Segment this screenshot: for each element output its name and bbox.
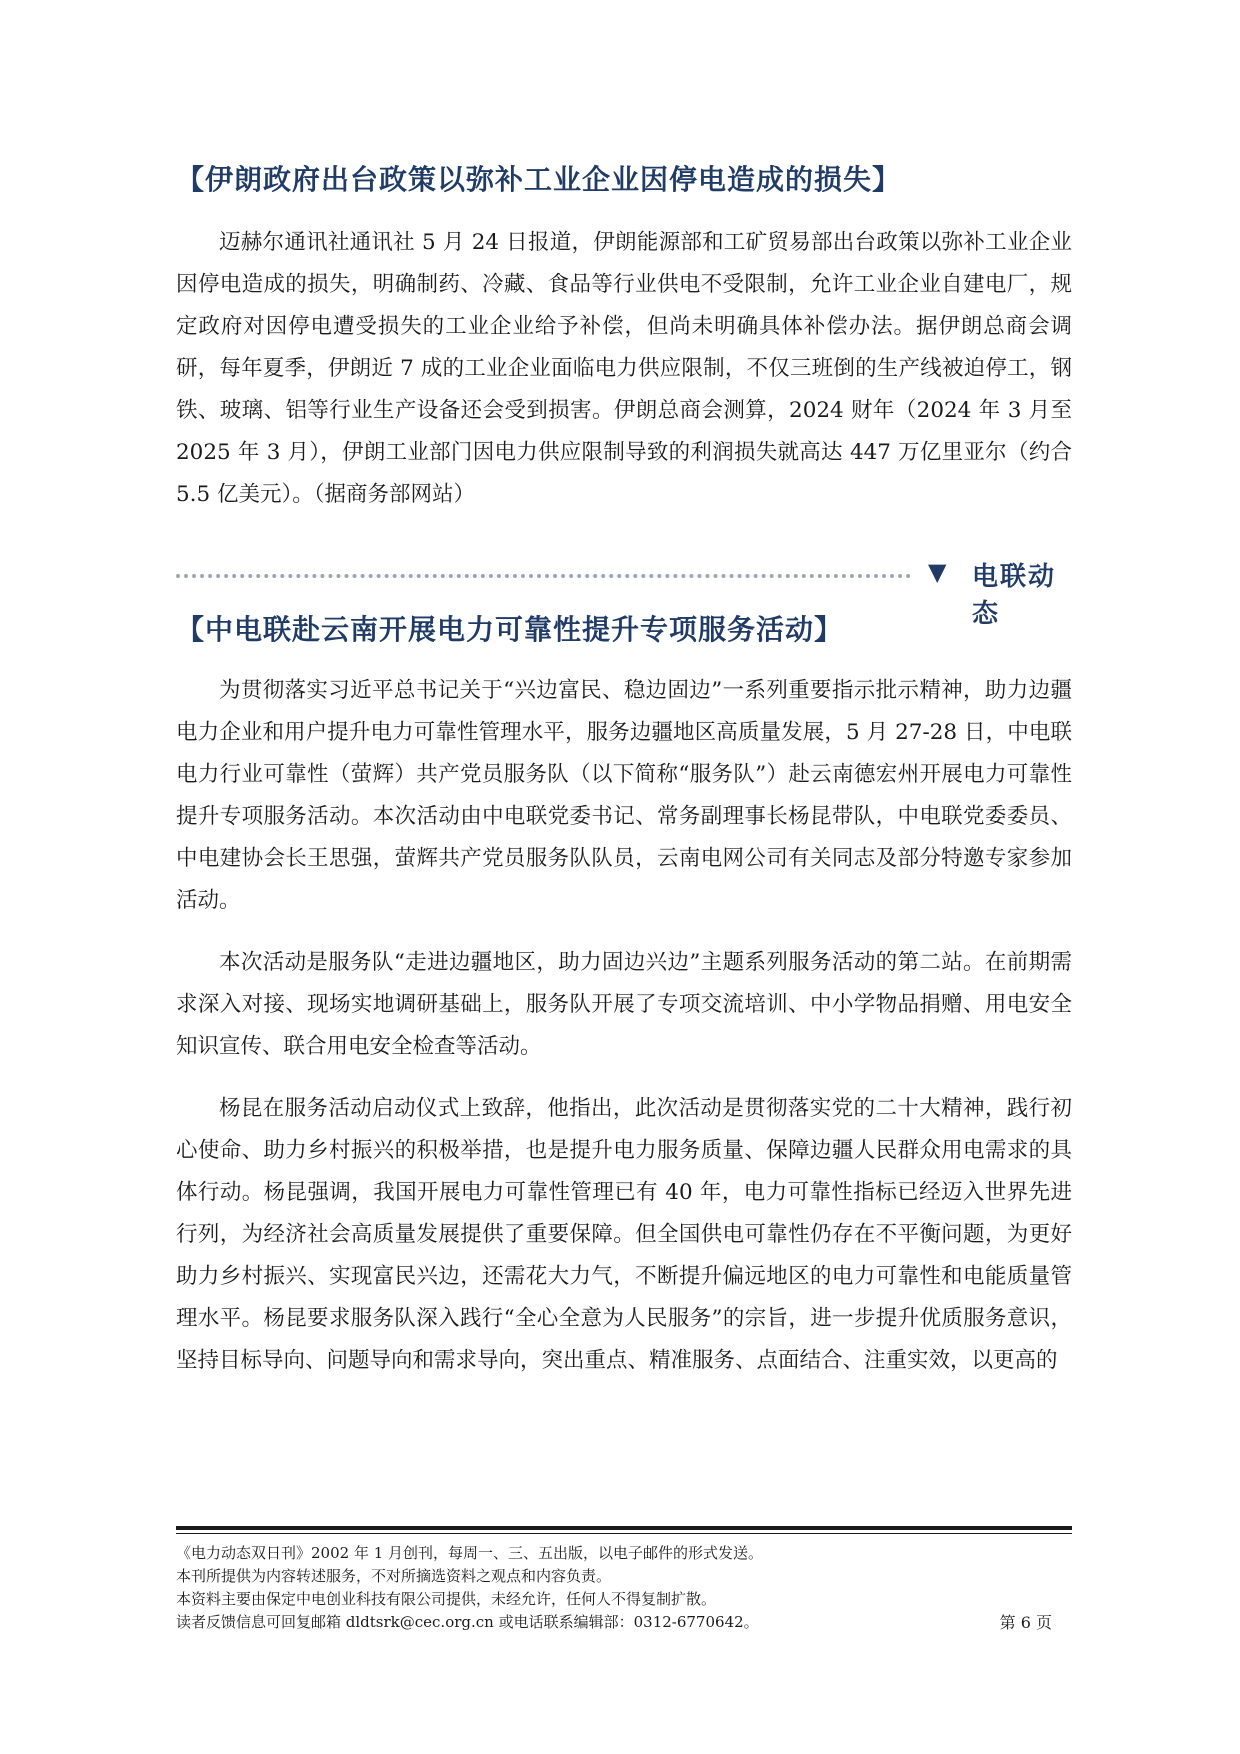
section2-paragraph-2: 本次活动是服务队“走进边疆地区，助力固边兴边”主题系列服务活动的第二站。在前期需求深入对接、现场实地调研基础上，服务队开展了专项交流培训、中小学物品捐赠、用电安全知识宣传、联合用电安全检查等活动。: [176, 950, 1072, 1059]
section1-heading: 【伊朗政府出台政策以弥补工业企业因停电造成的损失】: [176, 163, 902, 196]
section-divider: [176, 552, 1072, 629]
triangle-down-icon: ▼: [928, 558, 947, 586]
footer-notes: [176, 1542, 1072, 1634]
section-divider-label: 电联动态: [972, 562, 1057, 629]
section2-heading: 【中电联赴云南开展电力可靠性提升专项服务活动】: [176, 613, 844, 646]
footer-rule-thin: [176, 1533, 1072, 1534]
article-body: [176, 160, 1072, 1382]
footer-note-line: 本刊所提供为内容转述服务，不对所摘选资料之观点和内容负责。: [176, 1567, 612, 1585]
page-footer: [176, 1526, 1072, 1634]
footer-note-line: 《电力动态双日刊》2002 年 1 月创刊，每周一、三、五出版，以电子邮件的形式发送。: [176, 1544, 764, 1562]
section2-paragraph-1: 为贯彻落实习近平总书记关于“兴边富民、稳边固边”一系列重要指示批示精神，助力边疆电力企业和用户提升电力可靠性管理水平，服务边疆地区高质量发展，5 月 27-28 日，中电联电力行业可靠性（萤辉）共产党员服务队（以下简称“服务队”）赴云南德宏州开展电力可靠性提升专项服务活动。本次活动由中电联党委书记、常务副理事长杨昆带队，中电联党委委员、中电建协会长王思强，萤辉共产党员服务队队员，云南电网公司有关同志及部分特邀专家参加活动。: [176, 678, 1072, 913]
footer-note-line: 读者反馈信息可回复邮箱 dldtsrk@cec.org.cn 或电话联系编辑部：0312-6770642。: [176, 1613, 759, 1631]
section2-paragraph-3: 杨昆在服务活动启动仪式上致辞，他指出，此次活动是贯彻落实党的二十大精神，践行初心使命、助力乡村振兴的积极举措，也是提升电力服务质量、保障边疆人民群众用电需求的具体行动。杨昆强调，我国开展电力可靠性管理已有 40 年，电力可靠性指标已经迈入世界先进行列，为经济社会高质量发展提供了重要保障。但全国供电可靠性仍存在不平衡问题，为更好助力乡村振兴、实现富民兴边，还需花大力气，不断提升偏远地区的电力可靠性和电能质量管理水平。杨昆要求服务队深入践行“全心全意为人民服务”的宗旨，进一步提升优质服务意识，坚持目标导向、问题导向和需求导向，突出重点、精准服务、点面结合、注重实效，以更高的: [176, 1096, 1072, 1373]
section1-paragraph: 迈赫尔通讯社通讯社 5 月 24 日报道，伊朗能源部和工矿贸易部出台政策以弥补工业企业因停电造成的损失，明确制药、冷藏、食品等行业供电不受限制，允许工业企业自建电厂，规定政府对因停电遭受损失的工业企业给予补偿，但尚未明确具体补偿办法。据伊朗总商会调研，每年夏季，伊朗近 7 成的工业企业面临电力供应限制，不仅三班倒的生产线被迫停工，钢铁、玻璃、铝等行业生产设备还会受到损害。伊朗总商会测算，2024 财年（2024 年 3 月至 2025 年 3 月），伊朗工业部门因电力供应限制导致的利润损失就高达 447 万亿里亚尔（约合 5.5 亿美元）。（据商务部网站）: [176, 230, 1072, 507]
page-number: 第 6 页: [999, 1613, 1052, 1632]
dotted-rule: [176, 574, 911, 578]
footer-rule-thick: [176, 1526, 1072, 1530]
footer-note-line: 本资料主要由保定中电创业科技有限公司提供，未经允许，任何人不得复制扩散。: [176, 1590, 717, 1608]
